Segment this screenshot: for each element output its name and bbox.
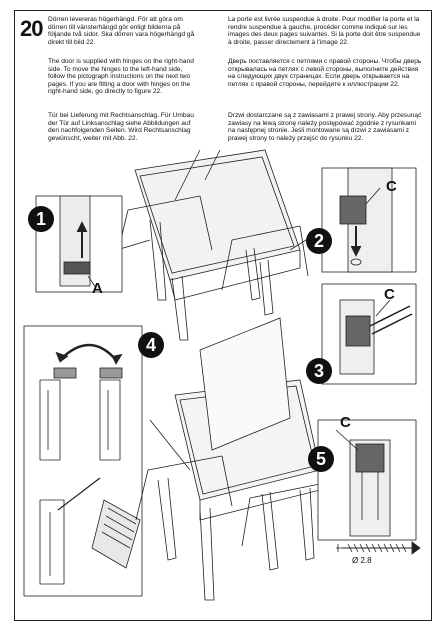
instruction-pl: Drzwi dostarczane są z zawiasami z prawej strony. Aby przesunąć zawiasy na lewą stronę należy postępować zgodnie z rysunkami na następnej stronie. Jeśli montowane są drzwi z zawiasami z prawej strony to należy przejść do rysunku 22. <box>228 112 422 142</box>
instruction-de: Tür bei Lieferung mit Rechtsanschlag. Für Umbau der Tür auf Linksanschlag siehe Abbildungen auf den nachfolgenden Seiten. Wird Rechtsanschlag gewünscht, weiter mit Abb. 22. <box>48 112 194 142</box>
step-badge-3: 3 <box>306 358 332 384</box>
instruction-sv: Dörren levereras högerhängd. För att göra om dörren till vänsterhängd gör enligt bilderna på följande två sidor. Ska dörren vara högerhängd gå direkt till bild 22. <box>48 16 195 46</box>
part-label-c-step5: C <box>340 414 351 431</box>
screw-diameter-label: Ø 2.8 <box>352 556 372 565</box>
step-badge-4: 4 <box>138 332 164 358</box>
instruction-ru: Дверь поставляется с петлями с правой стороны. Чтобы дверь открывалась на петлях с левой стороны, выполните действия на следующих двух страницах. Если дверь открывается на петлях с правой стороны, перейдите к иллюстрации 22. <box>228 58 422 88</box>
step-badge-1: 1 <box>28 206 54 232</box>
part-label-c-step3: C <box>384 286 395 303</box>
step-badge-5: 5 <box>308 446 334 472</box>
part-label-c-step2: C <box>386 178 397 195</box>
instruction-fr: La porte est livrée suspendue à droite. Pour modifier la porte et la rendre suspendue à gauche, procéder comme indiqué sur les images des deux pages suivantes. Si la porte doit être suspendue à droite, passer directement à l'image 22. <box>228 16 421 46</box>
step-badge-2: 2 <box>306 228 332 254</box>
part-label-a: A <box>92 280 103 297</box>
step-number: 20 <box>20 16 43 41</box>
instruction-en: The door is supplied with hinges on the right-hand side. To move the hinges to the left-hand side, follow the pictograph instructions on the next two pages. If you are fitting a door with hinges on the right-hand side, go directly to figure 22. <box>48 58 194 96</box>
